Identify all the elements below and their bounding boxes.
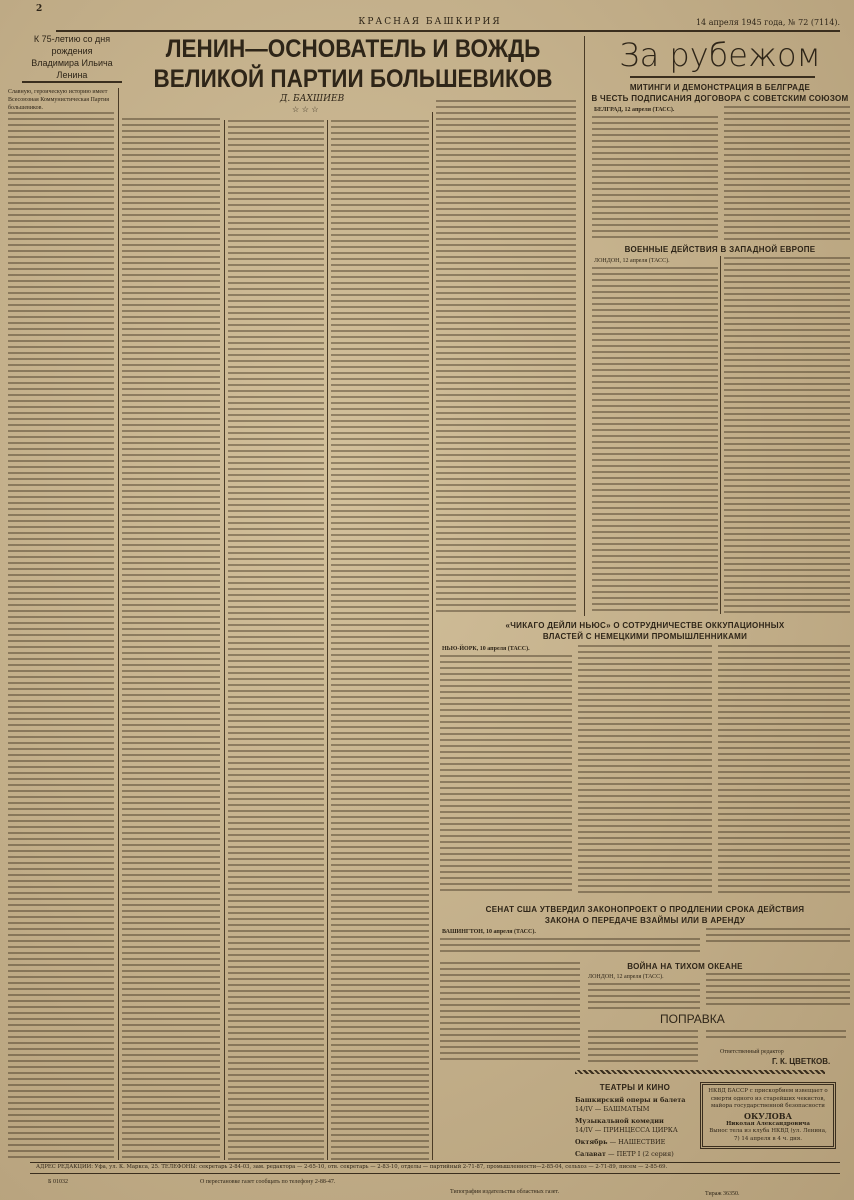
article-body-text: [592, 116, 718, 240]
rubric-line: рождения: [51, 46, 93, 56]
theatre-show: — ПЕТР I (2 серия): [608, 1150, 674, 1158]
footer-circulation: Тираж 36350.: [705, 1191, 740, 1197]
headline-line: «ЧИКАГО ДЕЙЛИ НЬЮС» О СОТРУДНИЧЕСТВЕ ОККУПАЦИОННЫХ: [505, 621, 785, 630]
column-rule: [224, 120, 225, 1160]
masthead-title: КРАСНАЯ БАШКИРИЯ: [358, 17, 502, 27]
headline-line: СЕНАТ США УТВЕРДИЛ ЗАКОНОПРОЕКТ О ПРОДЛЕНИИ СРОКА ДЕЙСТВИЯ: [485, 905, 805, 914]
headline-line: ЛЕНИН—ОСНОВАТЕЛЬ И ВОЖДЬ: [165, 35, 541, 63]
editor-name: Г. К. ЦВЕТКОВ.: [772, 1057, 831, 1066]
lead-paragraph: Славную, героическую историю имеет Всесоюзная Коммунистическая Партия большевиков.: [8, 89, 110, 111]
theatre-venue: Салават: [575, 1150, 606, 1158]
article-body-text: [440, 655, 572, 895]
column-rule: [118, 88, 119, 1160]
column-rule: [327, 120, 328, 1160]
senate-dateline: ВАШИНГТОН, 10 апреля (ТАСС).: [442, 929, 536, 935]
article-body-text: [436, 100, 576, 615]
theatres-title: ТЕАТРЫ И КИНО: [599, 1083, 671, 1092]
theatre-show: — НАШЕСТВИЕ: [609, 1138, 666, 1146]
chicago-dateline: НЬЮ-ЙОРК, 10 апреля (ТАСС).: [442, 646, 530, 652]
article-body-text: [588, 983, 700, 1011]
headline-line: В ЧЕСТЬ ПОДПИСАНИЯ ДОГОВОРА С СОВЕТСКИМ СОЮЗОМ: [591, 94, 849, 103]
obituary-name: Николая Александровича: [726, 1120, 810, 1127]
headline-line: ВЕЛИКОЙ ПАРТИИ БОЛЬШЕВИКОВ: [153, 65, 553, 93]
sidebar-rubric: [22, 33, 122, 83]
obituary-surname: ОКУЛОВА: [743, 1110, 793, 1121]
rubric-line: Владимира Ильича: [31, 58, 113, 68]
article-body-text: [588, 1030, 698, 1066]
senate-headline: [440, 904, 850, 926]
western-europe-dateline: ЛОНДОН, 12 апреля (ТАСС).: [594, 258, 670, 264]
western-europe-headline: ВОЕННЫЕ ДЕЙСТВИЯ В ЗАПАДНОЙ ЕВРОПЕ: [624, 245, 816, 254]
article-body-text: [706, 1030, 846, 1042]
theatres-listing: [575, 1082, 695, 1159]
theatre-show: 14/IV — ПРИНЦЕССА ЦИРКА: [575, 1126, 678, 1134]
article-body-text: [724, 257, 850, 615]
main-headline: [151, 34, 556, 94]
article-body-text: [440, 938, 700, 952]
article-body-text: [228, 120, 324, 1160]
article-body-text: [578, 645, 712, 895]
stars-divider: ☆ ☆ ☆: [292, 105, 319, 114]
headline-line: МИТИНГИ И ДЕМОНСТРАЦИЯ В БЕЛГРАДЕ: [629, 83, 811, 92]
theatre-venue: Башкирский оперы и балета: [575, 1096, 686, 1104]
obituary-notice: [700, 1082, 836, 1149]
obituary-intro: НКВД БАССР с прискорбием извещает о смерти одного из старейших чекистов, майора государственной безопасности: [708, 1088, 828, 1109]
theatre-row: [575, 1150, 695, 1159]
headline-line: ЗАКОНА О ПЕРЕДАЧЕ ВЗАЙМЫ ИЛИ В АРЕНДУ: [544, 916, 746, 925]
belgrade-headline: [590, 82, 850, 104]
pacific-dateline: ЛОНДОН, 12 апреля (ТАСС).: [588, 974, 664, 980]
chicago-headline: [440, 620, 850, 642]
masthead-rule: [56, 30, 840, 32]
footer-rule: [30, 1173, 840, 1174]
footer-printer: Типография издательства областных газет.: [450, 1189, 560, 1195]
section-title-abroad: За рубежом: [619, 36, 821, 74]
article-body-text: [331, 120, 429, 1160]
article-body-text: [122, 118, 220, 1160]
issue-date: 14 апреля 1945 года, № 72 (7114).: [695, 18, 840, 27]
belgrade-dateline: БЕЛГРАД, 12 апреля (ТАСС).: [594, 107, 675, 113]
article-body-text: [724, 106, 850, 240]
footer-notice: О перестановке газет сообщать по телефону 2-88-47.: [200, 1179, 336, 1185]
pacific-headline: ВОЙНА НА ТИХОМ ОКЕАНЕ: [627, 962, 743, 971]
article-body-text: [706, 928, 850, 942]
rubric-line: К 75-летию со дня: [33, 34, 111, 44]
editor-label: Ответственный редактор: [720, 1049, 784, 1055]
theatre-venue: Октябрь: [575, 1138, 608, 1146]
footer-code: Б 01032: [48, 1179, 68, 1185]
theatre-show: 14/IV — БАШМАТЫМ: [575, 1105, 650, 1113]
correction-title: ПОПРАВКА: [660, 1012, 725, 1026]
column-rule: [720, 256, 721, 614]
rubric-line: Ленина: [56, 70, 88, 80]
theatre-venue: Музыкальной комедии: [575, 1117, 664, 1125]
byline: Д. БАХШИЕВ: [280, 94, 345, 104]
section-title-rule: [630, 76, 815, 78]
wave-divider: [575, 1070, 825, 1074]
article-body-text: [440, 962, 580, 1062]
article-body-text: [718, 645, 850, 895]
footer-address: АДРЕС РЕДАКЦИИ: Уфа, ул. К. Маркса, 25. ТЕЛЕФОНЫ: секретарь 2-84-03, зам. редактора — 2-65-10, отв. секретарь — 2-83-10, отделы — партийный 2-71-87, промышленности—2-85-04, сельхоз — 2-71-89, писем — 2-85-69.: [36, 1164, 668, 1170]
headline-line: ВЛАСТЕЙ С НЕМЕЦКИМИ ПРОМЫШЛЕННИКАМИ: [542, 632, 748, 641]
footer-rule: [30, 1162, 840, 1163]
section-rule: [584, 36, 585, 616]
article-body-text: [8, 112, 114, 1160]
obituary-details: Вынос тела из клуба НКВД (ул. Ленина, 7) 14 апреля в 4 ч. дня.: [709, 1128, 827, 1142]
column-rule: [432, 112, 433, 1160]
article-body-text: [706, 973, 850, 1009]
article-body-text: [592, 267, 718, 615]
theatre-row: [575, 1138, 695, 1147]
page-number: 2: [36, 4, 43, 14]
